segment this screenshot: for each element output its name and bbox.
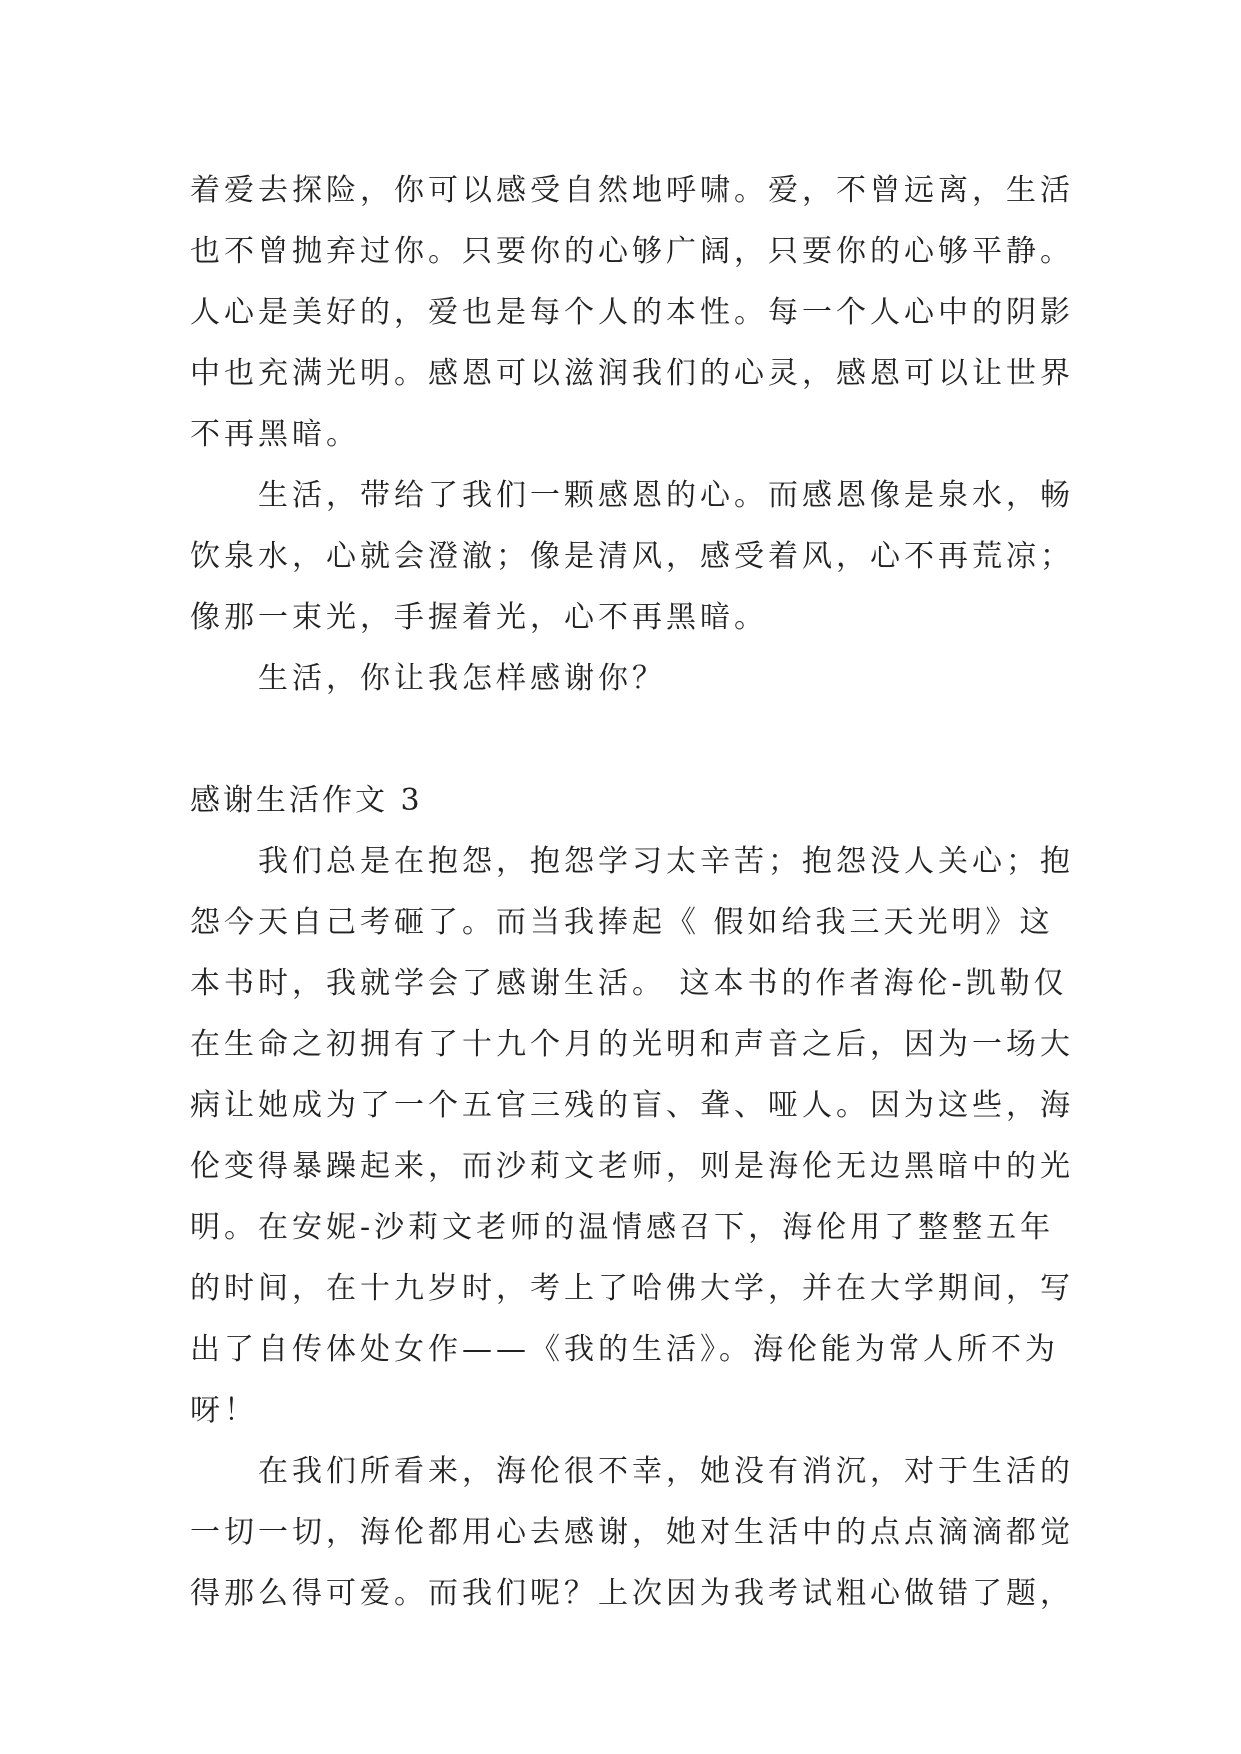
- text-line: 中也充满光明。感恩可以滋润我们的心灵，感恩可以让世界: [190, 356, 1074, 391]
- text-line: 我们总是在抱怨，抱怨学习太辛苦；抱怨没人关心；抱: [258, 844, 1074, 879]
- document-body: [190, 160, 1074, 1624]
- text-line: 怨今天自己考砸了。而当我捧起《 假如给我三天光明》这: [190, 905, 1054, 940]
- paragraph-4: [190, 831, 1074, 1441]
- text-line: 呀！: [190, 1393, 258, 1428]
- paragraph-5: [190, 1441, 1074, 1624]
- text-line: 出了自传体处女作——《我的生活》。海伦能为常人所不为: [190, 1332, 1059, 1367]
- text-line: 在生命之初拥有了十九个月的光明和声音之后，因为一场大: [190, 1027, 1074, 1062]
- text-line: 得那么得可爱。而我们呢？上次因为我考试粗心做错了题，: [190, 1576, 1074, 1611]
- text-line: 像那一束光，手握着光，心不再黑暗。: [190, 600, 768, 635]
- text-line: 生活，带给了我们一颗感恩的心。而感恩像是泉水，畅: [258, 478, 1074, 513]
- text-line: 本书时，我就学会了感谢生活。 这本书的作者海伦-凯勒仅: [190, 966, 1068, 1001]
- text-line: 饮泉水，心就会澄澈；像是清风，感受着风，心不再荒凉；: [190, 539, 1074, 574]
- text-line: 病让她成为了一个五官三残的盲、聋、哑人。因为这些，海: [190, 1088, 1074, 1123]
- text-line: 在我们所看来，海伦很不幸，她没有消沉，对于生活的: [258, 1454, 1074, 1489]
- paragraph-3: [190, 648, 1070, 709]
- text-line: 一切一切，海伦都用心去感谢，她对生活中的点点滴滴都觉: [190, 1515, 1074, 1550]
- section-heading: 感谢生活作文 3: [190, 783, 423, 818]
- text-line: 人心是美好的，爱也是每个人的本性。每一个人心中的阴影: [190, 295, 1074, 330]
- text-line: 不再黑暗。: [190, 417, 360, 452]
- blank-line: [190, 709, 1070, 770]
- paragraph-2: [190, 465, 1074, 648]
- text-line: 明。在安妮-沙莉文老师的温情感召下，海伦用了整整五年: [190, 1210, 1055, 1245]
- text-line: 也不曾抛弃过你。只要你的心够广阔，只要你的心够平静。: [190, 234, 1074, 269]
- text-line: 生活，你让我怎样感谢你？: [258, 661, 666, 696]
- text-line: 伦变得暴躁起来，而沙莉文老师，则是海伦无边黑暗中的光: [190, 1149, 1074, 1184]
- text-line: 着爱去探险，你可以感受自然地呼啸。爱，不曾远离，生活: [190, 173, 1074, 208]
- text-line: 的时间，在十九岁时，考上了哈佛大学，并在大学期间，写: [190, 1271, 1074, 1306]
- paragraph-1: [190, 160, 1074, 465]
